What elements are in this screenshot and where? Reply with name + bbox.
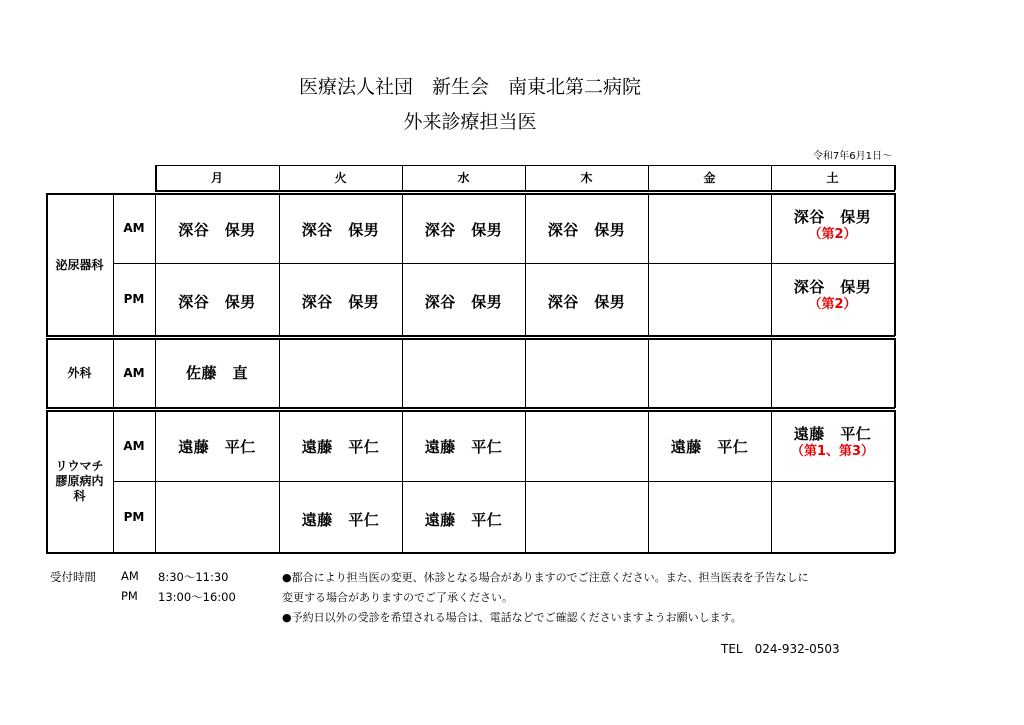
doctor-name: 深谷 保男 xyxy=(178,221,256,239)
schedule-cell xyxy=(402,338,525,407)
schedule-cell xyxy=(155,410,279,481)
schedule-cell xyxy=(648,263,771,335)
department-label: 外科 xyxy=(67,366,92,380)
schedule-cell xyxy=(155,193,279,263)
grid-line xyxy=(46,552,895,554)
week-note: （第1、第3） xyxy=(790,444,875,459)
grid-line xyxy=(46,335,895,337)
day-header: 土 xyxy=(826,171,839,185)
schedule-cell xyxy=(279,410,402,481)
doctor-name: 深谷 保男 xyxy=(793,278,872,296)
effective-date: 令和7年6月1日～ xyxy=(812,151,892,162)
grid-line xyxy=(155,190,895,192)
session-label: AM xyxy=(123,221,145,235)
schedule-cell xyxy=(155,481,279,552)
schedule-cell xyxy=(525,481,648,552)
day-header: 水 xyxy=(457,171,470,185)
doctor-name: 深谷 保男 xyxy=(301,221,380,239)
schedule-cell xyxy=(155,338,279,407)
schedule-cell xyxy=(771,338,894,407)
reception-label: 受付時間 xyxy=(50,570,96,584)
doctor-name: 深谷 保男 xyxy=(424,221,503,239)
grid-line xyxy=(894,193,896,336)
department-label-line: 膠原病内 xyxy=(55,473,104,488)
doctor-name: 遠藤 平仁 xyxy=(670,438,749,456)
schedule-cell xyxy=(525,263,648,335)
notice-2: ●予約日以外の受診を希望される場合は、電話などでご確認くださいますようお願いします。 xyxy=(282,611,742,624)
doctor-name: 深谷 保男 xyxy=(178,293,256,311)
week-note: （第2） xyxy=(808,297,857,312)
doctor-name: 遠藤 平仁 xyxy=(178,438,256,456)
schedule-cell xyxy=(402,410,525,481)
doctor-name: 深谷 保男 xyxy=(793,208,872,226)
reception-pm-label: PM xyxy=(121,589,138,603)
grid-line xyxy=(46,407,895,409)
day-header: 月 xyxy=(210,171,223,185)
doctor-name: 遠藤 平仁 xyxy=(424,511,503,529)
day-header: 火 xyxy=(334,171,347,185)
schedule-cell xyxy=(648,481,771,552)
session-label: PM xyxy=(123,292,145,306)
schedule-cell xyxy=(525,410,648,481)
reception-pm-hours: 13:00～16:00 xyxy=(158,590,236,604)
schedule-cell xyxy=(771,193,894,263)
department-label-line: 科 xyxy=(73,488,86,503)
doctor-name: 深谷 保男 xyxy=(547,293,626,311)
schedule-cell xyxy=(279,338,402,407)
doctor-name: 深谷 保男 xyxy=(424,293,503,311)
schedule-cell xyxy=(771,263,894,335)
schedule-cell xyxy=(525,338,648,407)
department-label-line: リウマチ xyxy=(55,458,104,473)
doctor-name: 遠藤 平仁 xyxy=(301,438,380,456)
session-label: PM xyxy=(123,509,145,524)
schedule-cell xyxy=(771,410,894,481)
hospital-title: 医療法人社団 新生会 南東北第二病院 xyxy=(298,76,641,98)
session-label: AM xyxy=(123,438,145,453)
reception-am-hours: 8:30～11:30 xyxy=(158,570,229,584)
grid-line xyxy=(894,338,896,408)
department-label xyxy=(46,410,113,552)
schedule-cell xyxy=(155,263,279,335)
doctor-name: 遠藤 平仁 xyxy=(301,511,380,529)
doctor-name: 深谷 保男 xyxy=(547,221,626,239)
doctor-name: 佐藤 直 xyxy=(185,364,248,382)
grid-line xyxy=(894,410,896,553)
schedule-cell xyxy=(402,193,525,263)
day-header: 木 xyxy=(580,171,593,185)
doctor-name: 遠藤 平仁 xyxy=(793,425,872,443)
department-label: 泌尿器科 xyxy=(55,257,104,272)
page-title: 外来診療担当医 xyxy=(403,111,537,133)
schedule-cell xyxy=(402,263,525,335)
schedule-cell xyxy=(771,481,894,552)
schedule-cell xyxy=(279,193,402,263)
session-label: AM xyxy=(123,365,145,380)
schedule-cell xyxy=(648,193,771,263)
doctor-name: 深谷 保男 xyxy=(301,293,380,311)
reception-am-label: AM xyxy=(121,569,139,583)
schedule-cell xyxy=(525,193,648,263)
schedule-cell xyxy=(648,410,771,481)
schedule-cell xyxy=(279,263,402,335)
schedule-cell xyxy=(648,338,771,407)
notice-1-line-1: ●都合により担当医の変更、休診となる場合がありますのでご注意ください。また、担当医表を予告なしに xyxy=(282,571,809,584)
telephone: TEL 024-932-0503 xyxy=(721,642,840,656)
schedule-cell xyxy=(279,481,402,552)
schedule-cell xyxy=(402,481,525,552)
week-note: （第2） xyxy=(808,227,857,242)
grid-line xyxy=(894,165,896,190)
doctor-name: 遠藤 平仁 xyxy=(424,438,503,456)
notice-1-line-2: 変更する場合がありますのでご了承ください。 xyxy=(282,591,513,604)
day-header: 金 xyxy=(703,171,716,185)
